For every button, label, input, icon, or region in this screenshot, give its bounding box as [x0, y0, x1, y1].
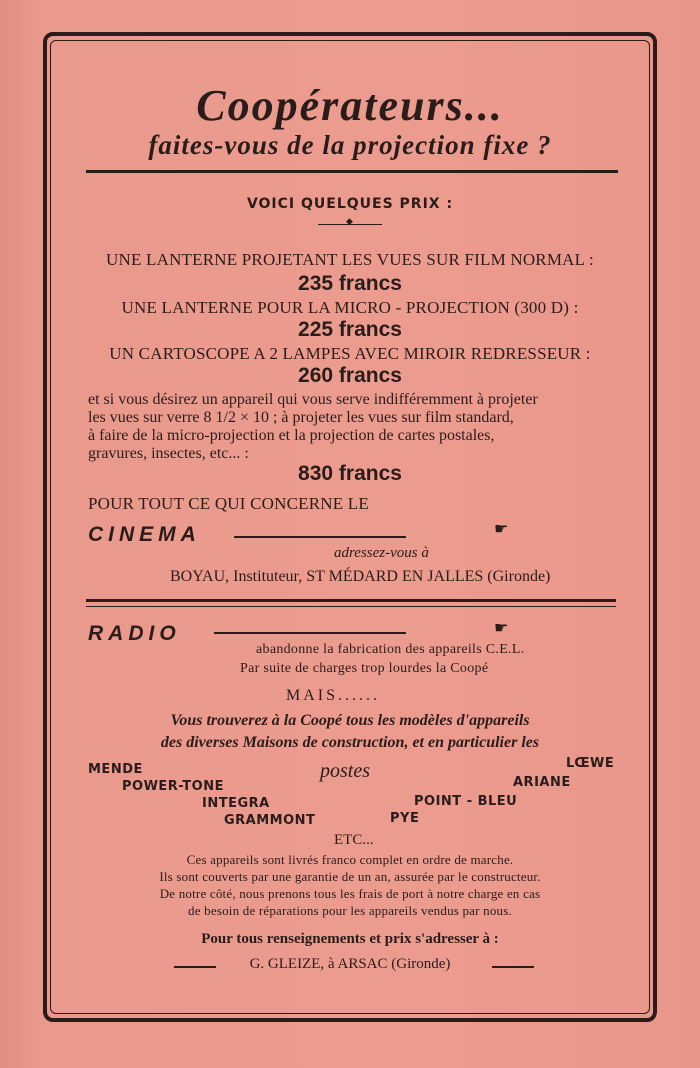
brand-point-bleu: POINT - BLEU: [414, 794, 518, 809]
brand-integra: INTEGRA: [202, 796, 270, 811]
combo-description-line: et si vous désirez un appareil qui vous serve indifféremment à projeter: [88, 391, 538, 408]
radio-line-2: Par suite de charges trop lourdes la Coopé: [240, 661, 489, 676]
brand-grammont: GRAMMONT: [224, 813, 316, 828]
cinema-address: BOYAU, Instituteur, ST MÉDARD EN JALLES (Gironde): [170, 568, 551, 585]
pointing-hand-icon: ☛: [494, 618, 509, 637]
price-item-value: 225 francs: [298, 318, 402, 341]
radio-label: RADIO: [88, 622, 181, 645]
contact-intro: Pour tous renseignements et prix s'adresser à :: [201, 931, 499, 947]
contact-line-right: [492, 966, 534, 968]
radio-trouverez-1: Vous trouverez à la Coopé tous les modèles d'appareils: [170, 712, 530, 729]
diamond-ornament-icon: [318, 222, 382, 228]
radio-line: [214, 632, 406, 634]
section-separator: [86, 599, 616, 602]
radio-trouverez-2: des diverses Maisons de construction, et en particulier les: [160, 734, 540, 751]
warranty-line: Ils sont couverts par une garantie de un an, assurée par le constructeur.: [159, 869, 541, 884]
price-item-value: 235 francs: [298, 272, 402, 295]
combo-description-line: à faire de la micro-projection et la projection de cartes postales,: [88, 427, 495, 444]
cinema-addressez: adressez-vous à: [334, 545, 429, 561]
page-title: Coopérateurs...: [196, 81, 504, 130]
pointing-hand-icon: ☛: [494, 519, 509, 538]
radio-postes: postes: [320, 760, 370, 782]
page-subtitle: faites-vous de la projection fixe ?: [148, 130, 552, 160]
combo-description-line: les vues sur verre 8 1/2 × 10 ; à projeter les vues sur film standard,: [88, 409, 514, 426]
brand-mende: MENDE: [88, 762, 143, 777]
radio-mais: MAIS......: [286, 687, 381, 704]
warranty-line: Ces appareils sont livrés franco complet en ordre de marche.: [186, 852, 514, 867]
brand-ariane: ARIANE: [513, 775, 571, 790]
combo-price: 830 francs: [298, 462, 402, 485]
price-item-label: UN CARTOSCOPE A 2 LAMPES AVEC MIROIR REDRESSEUR :: [109, 344, 591, 363]
cinema-intro: POUR TOUT CE QUI CONCERNE LE: [88, 494, 369, 513]
cinema-line: [234, 536, 406, 538]
title-rule: [86, 170, 618, 173]
brand-pye: PYE: [390, 811, 420, 826]
combo-description-line: gravures, insectes, etc... :: [88, 445, 249, 462]
cinema-label: CINEMA: [88, 523, 201, 546]
warranty-line: De notre côté, nous prenons tous les frais de port à notre charge en cas: [159, 886, 541, 901]
price-item-label: UNE LANTERNE PROJETANT LES VUES SUR FILM NORMAL :: [106, 250, 594, 269]
radio-line-1: abandonne la fabrication des appareils C.E.L.: [256, 642, 525, 657]
warranty-line: de besoin de réparations pour les appareils vendus par nous.: [188, 903, 512, 918]
radio-etc: ETC...: [334, 832, 374, 848]
prices-heading: VOICI QUELQUES PRIX :: [246, 196, 454, 212]
contact-address: G. GLEIZE, à ARSAC (Gironde): [249, 956, 451, 972]
brand-power-tone: POWER-TONE: [122, 779, 224, 794]
brand-loewe: LŒWE: [566, 756, 615, 771]
price-item-value: 260 francs: [298, 364, 402, 387]
section-separator-thin: [86, 606, 616, 607]
price-item-label: UNE LANTERNE POUR LA MICRO - PROJECTION (300 D) :: [121, 298, 579, 317]
